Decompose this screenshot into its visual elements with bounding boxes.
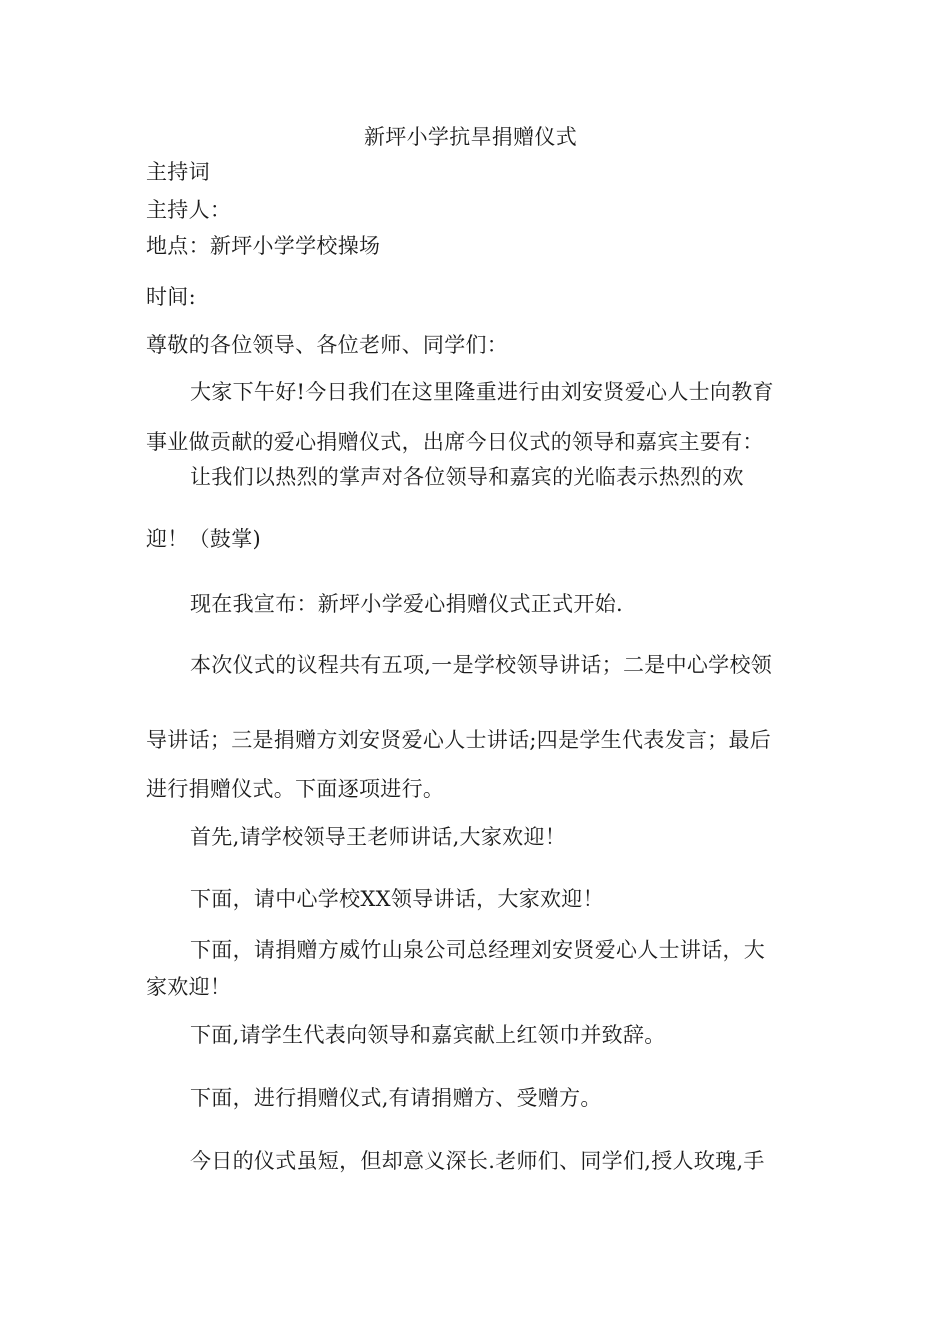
location-line: 地点：新坪小学学校操场 (146, 234, 381, 258)
paragraph-line: 进行捐赠仪式。下面逐项进行。 (146, 777, 445, 801)
paragraph-line: 下面,请学生代表向领导和嘉宾献上红领巾并致辞。 (190, 1023, 666, 1047)
paragraph-line: 事业做贡献的爱心捐赠仪式，出席今日仪式的领导和嘉宾主要有： (146, 430, 764, 454)
paragraph-line: 下面，请中心学校XX领导讲话，大家欢迎！ (190, 887, 604, 911)
host-label: 主持人： (146, 198, 232, 222)
paragraph-line: 现在我宣布：新坪小学爱心捐赠仪式正式开始. (190, 592, 623, 616)
greeting-line: 尊敬的各位领导、各位老师、同学们： (146, 333, 509, 357)
paragraph-line: 大家下午好!今日我们在这里隆重进行由刘安贤爱心人士向教育 (190, 380, 774, 404)
document-subtitle: 主持词 (146, 160, 210, 184)
paragraph-line: 首先,请学校领导王老师讲话,大家欢迎！ (190, 825, 567, 849)
paragraph-line: 迎！（鼓掌) (146, 527, 261, 551)
paragraph-line: 下面，请捐赠方威竹山泉公司总经理刘安贤爱心人士讲话，大 (190, 938, 766, 962)
paragraph-line: 本次仪式的议程共有五项,一是学校领导讲话；二是中心学校领 (190, 653, 773, 677)
paragraph-line: 导讲话；三是捐赠方刘安贤爱心人士讲话;四是学生代表发言；最后 (146, 728, 772, 752)
time-label: 时间: (146, 285, 196, 309)
paragraph-line: 家欢迎！ (146, 975, 232, 999)
paragraph-line: 下面，进行捐赠仪式,有请捐赠方、受赠方。 (190, 1086, 602, 1110)
paragraph-line: 今日的仪式虽短，但却意义深长.老师们、同学们,授人玫瑰,手 (190, 1149, 765, 1173)
paragraph-line: 让我们以热烈的掌声对各位领导和嘉宾的光临表示热烈的欢 (190, 465, 744, 489)
document-title: 新坪小学抗旱捐赠仪式 (364, 125, 577, 149)
